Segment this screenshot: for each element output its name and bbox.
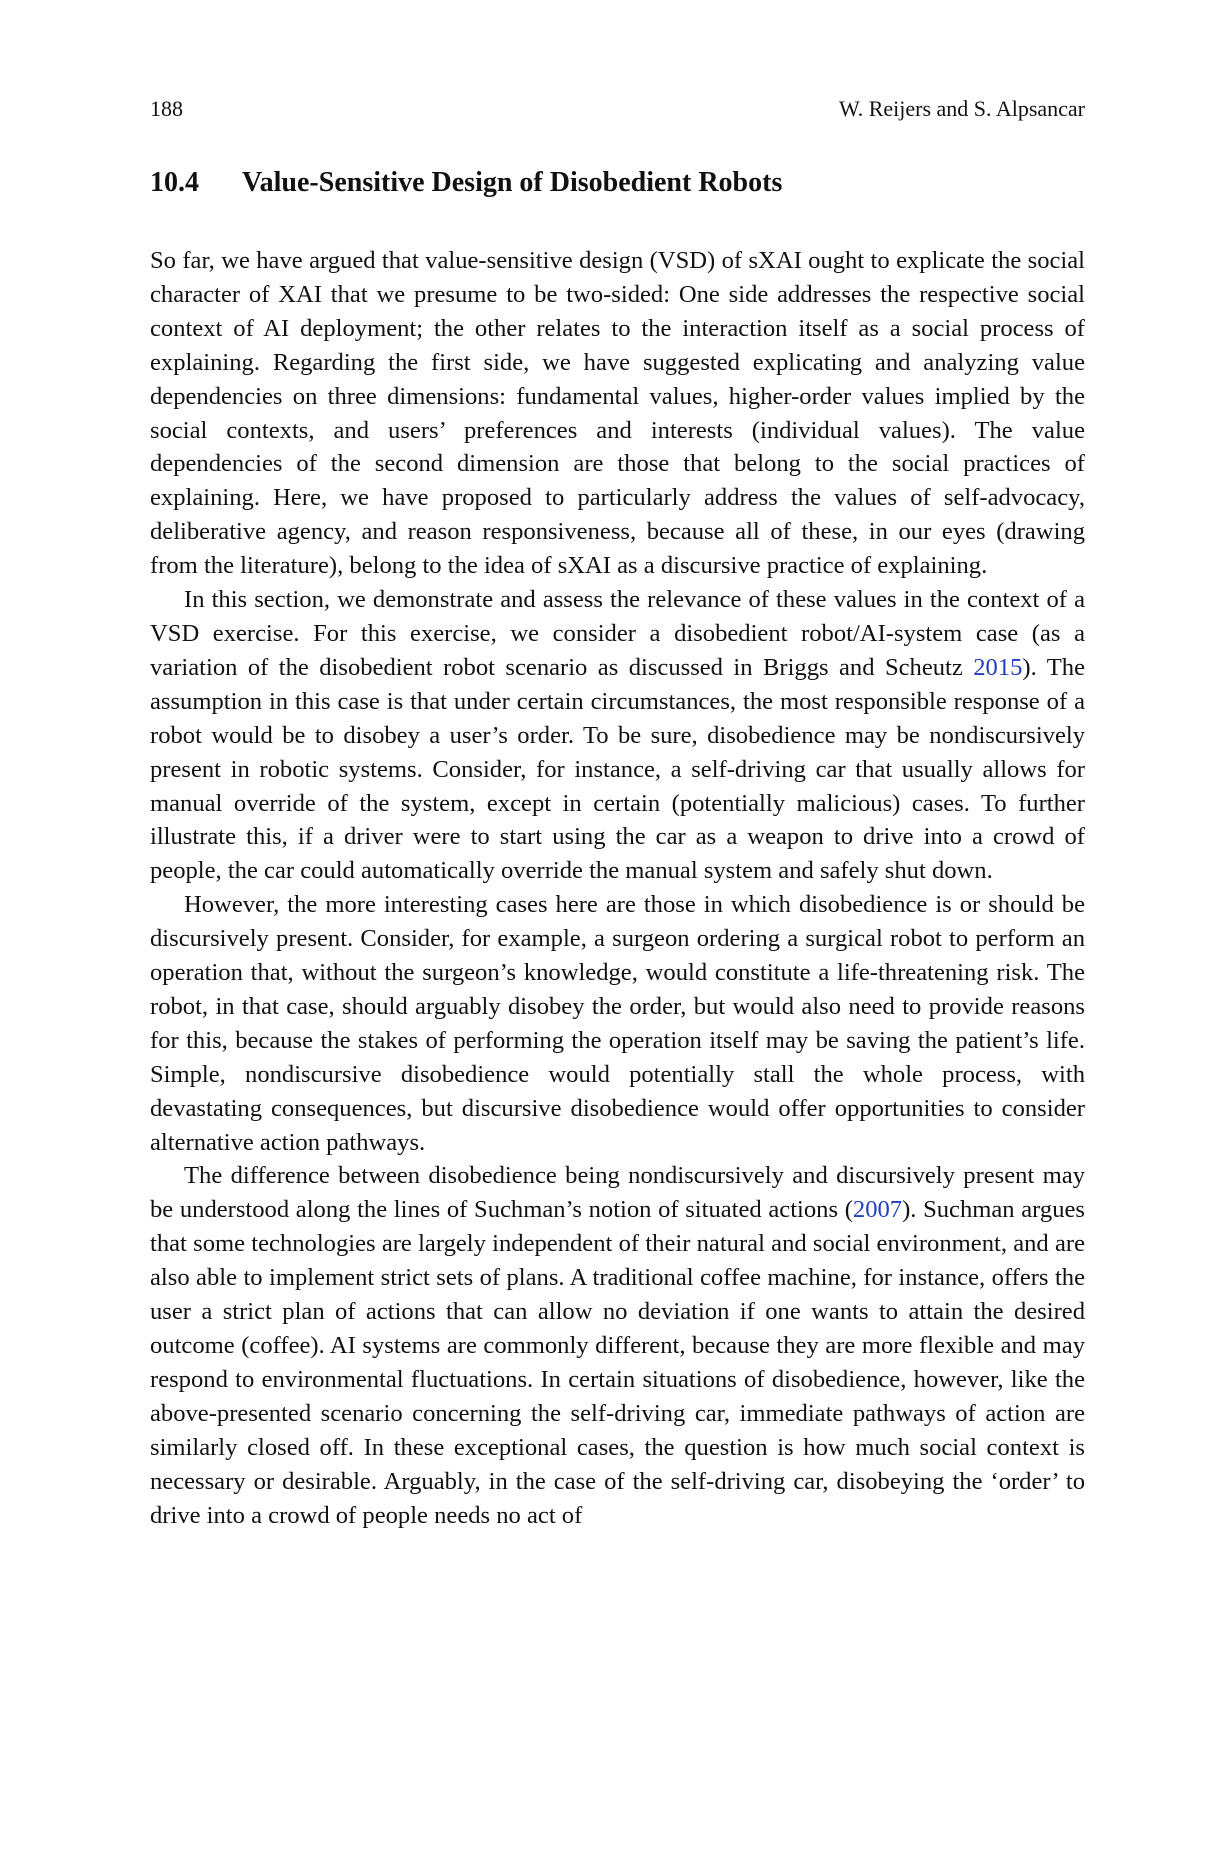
paragraph-3: However, the more interesting cases here are those in which disobedience is or should be discursively present. Consider, for example, a surgeon ordering a surgical robot to perform an operation that, without the surgeon’s knowledge, would constitute a life-threatening risk. The robot, in that case, should arguably disobey the order, but would also need to provide reasons for this, because the stakes of performing the operation itself may be saving the patient’s life. Simple, nondiscursive disobedience would potentially stall the whole process, with devastating consequences, but discursive disobedience would offer opportunities to consider alternative action pathways. bbox=[150, 891, 1085, 1156]
running-head bbox=[150, 96, 1085, 122]
citation-link-suchman-2007[interactable]: 2007 bbox=[852, 1196, 903, 1224]
paragraph-2 bbox=[150, 583, 1085, 888]
running-head-authors: W. Reijers and S. Alpsancar bbox=[838, 96, 1085, 121]
section-heading bbox=[150, 166, 1085, 200]
paragraph-2-text-a: In this section, we demonstrate and assess the relevance of these values in the context of a VSD exercise. For this exercise, we consider a disobedient robot/AI-system case (as a variation of the disobedient robot scenario as discussed in Briggs and Scheutz bbox=[150, 586, 1085, 681]
citation-link-briggs-scheutz-2015[interactable]: 2015 bbox=[973, 653, 1023, 681]
section-number: 10.4 bbox=[150, 167, 199, 198]
page-number: 188 bbox=[150, 96, 183, 121]
paragraph-2-text-b: ). The assumption in this case is that under certain circumstances, the most responsible response of a robot would be to disobey a user’s order. To be sure, disobedience may be nondiscursively present in robotic systems. Consider, for instance, a self-driving car that usually allows for manual override of the system, except in certain (potentially malicious) cases. To further illustrate this, if a driver were to start using the car as a weapon to drive into a crowd of people, the car could automatically override the manual system and safely shut down. bbox=[150, 653, 1085, 885]
body-text bbox=[150, 244, 1085, 1532]
paragraph-1: So far, we have argued that value-sensitive design (VSD) of sXAI ought to explicate the social character of XAI that we presume to be two-sided: One side addresses the respective social context of AI deployment; the other relates to the interaction itself as a social process of explaining. Regarding the first side, we have suggested explicating and analyzing value dependencies on three dimensions: fundamental values, higher-order values implied by the social contexts, and users’ preferences and interests (individual values). The value dependencies of the second dimension are those that belong to the social practices of explaining. Here, we have proposed to particularly address the values of self-advocacy, deliberative agency, and reason responsiveness, because all of these, in our eyes (drawing from the literature), belong to the idea of sXAI as a discursive practice of explaining. bbox=[150, 247, 1085, 580]
section-title: Value-Sensitive Design of Disobedient Robots bbox=[242, 167, 783, 198]
paragraph-4-text-b: ). Suchman argues that some technologies are largely independent of their natural and social environment, and are also able to implement strict sets of plans. A traditional coffee machine, for instance, offers the user a strict plan of actions that can allow no deviation if one wants to attain the desired outcome (coffee). AI systems are commonly different, because they are more flexible and may respond to environmental fluctuations. In certain situations of disobedience, however, like the above-presented scenario concerning the self-driving car, immediate pathways of action are similarly closed off. In these exceptional cases, the question is how much social context is necessary or desirable. Arguably, in the case of the self-driving car, disobeying the ‘order’ to drive into a crowd of people needs no act of bbox=[150, 1196, 1085, 1529]
paragraph-4-text-a: The difference between disobedience being nondiscursively and discursively present may be understood along the lines of Suchman’s notion of situated actions ( bbox=[150, 1162, 1085, 1224]
paragraph-4 bbox=[150, 1159, 1085, 1532]
book-page bbox=[150, 96, 1085, 1532]
